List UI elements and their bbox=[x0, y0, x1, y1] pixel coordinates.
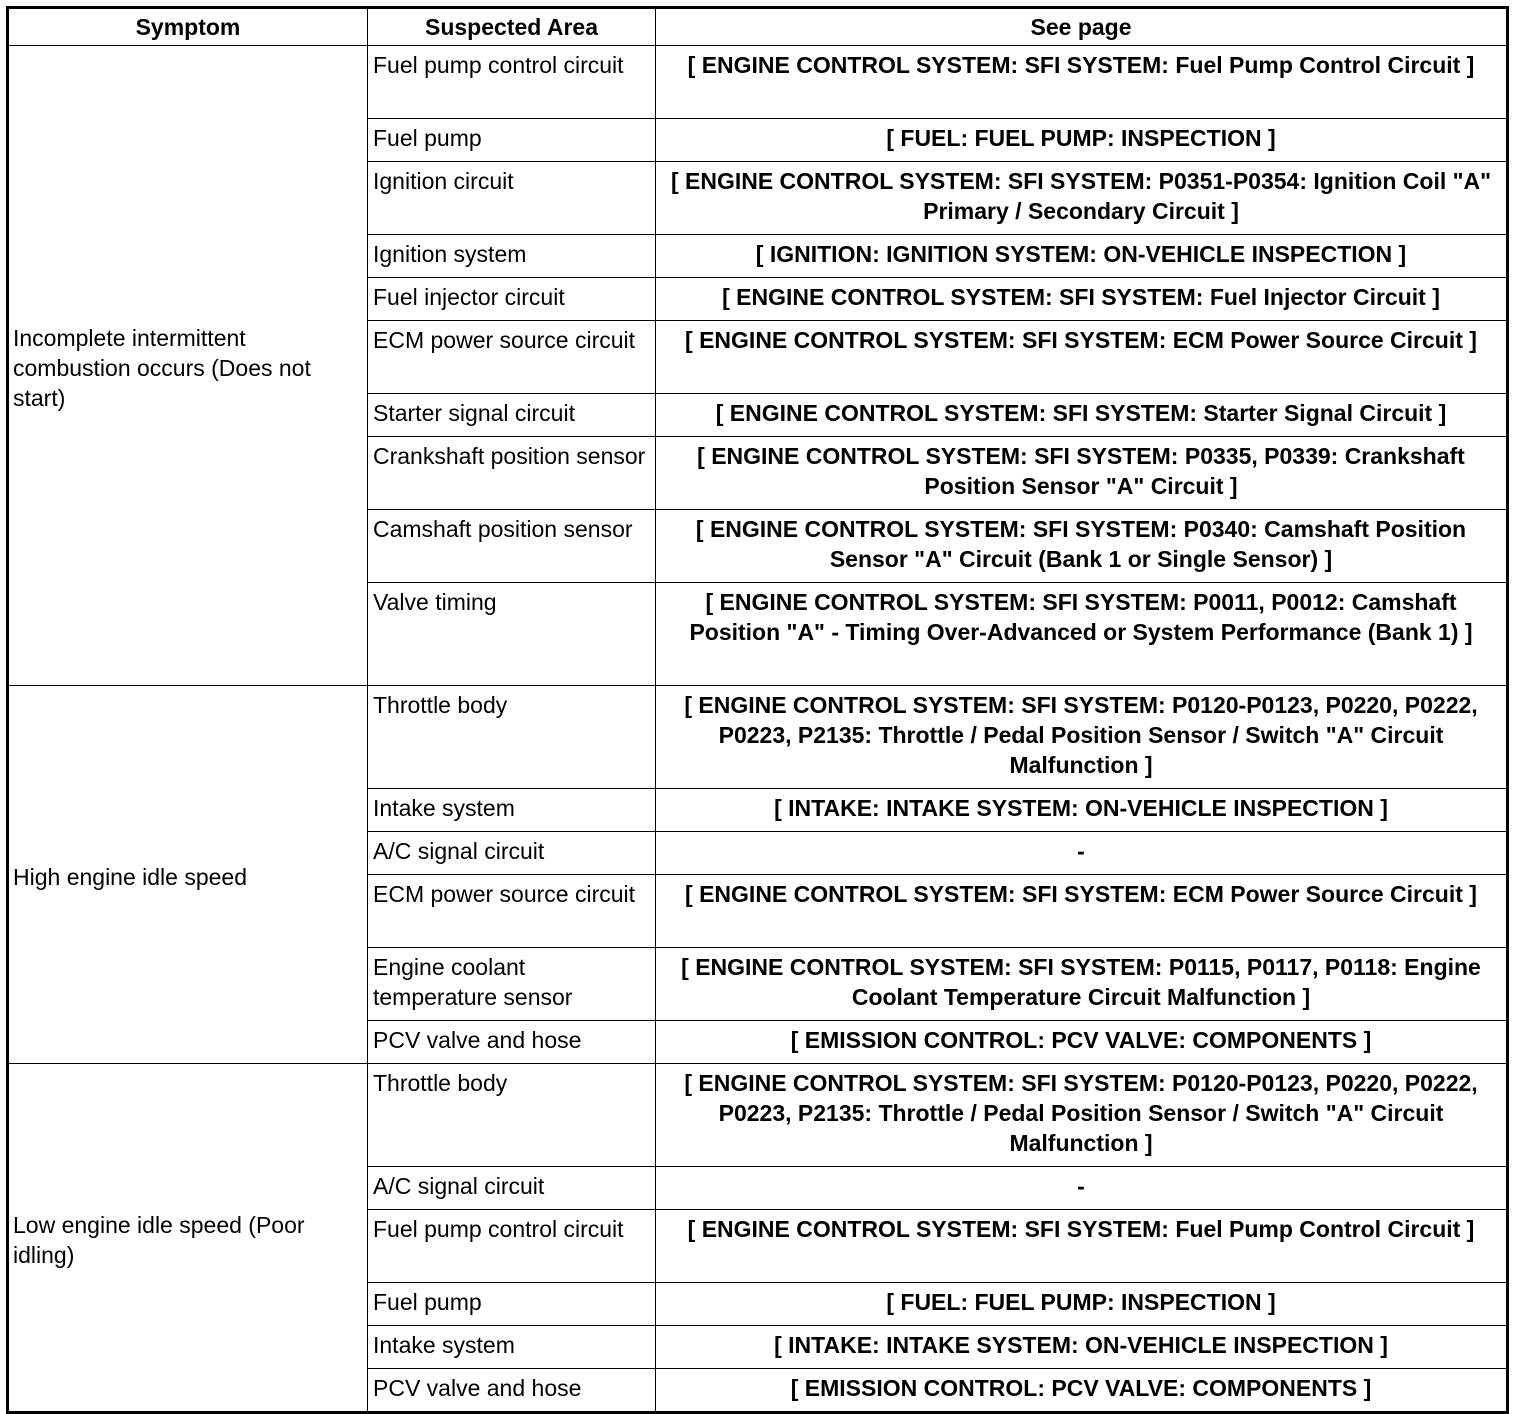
see-page-cell: [ ENGINE CONTROL SYSTEM: SFI SYSTEM: P0340: Camshaft Position Sensor "A" Circuit (Bank 1 or Single Sensor) ] bbox=[656, 510, 1508, 583]
table-row bbox=[8, 46, 1508, 119]
see-page-cell: [ ENGINE CONTROL SYSTEM: SFI SYSTEM: P0011, P0012: Camshaft Position "A" - Timing Over-Advanced or System Performance (Bank 1) ] bbox=[656, 583, 1508, 686]
header-symptom: Symptom bbox=[8, 8, 368, 46]
header-see-page: See page bbox=[656, 8, 1508, 46]
see-page-cell: [ ENGINE CONTROL SYSTEM: SFI SYSTEM: P0351-P0354: Ignition Coil "A" Primary / Secondary Circuit ] bbox=[656, 162, 1508, 235]
see-page-cell: [ ENGINE CONTROL SYSTEM: SFI SYSTEM: Fuel Injector Circuit ] bbox=[656, 278, 1508, 321]
header-suspected-area: Suspected Area bbox=[368, 8, 656, 46]
see-page-cell: [ INTAKE: INTAKE SYSTEM: ON-VEHICLE INSPECTION ] bbox=[656, 789, 1508, 832]
suspected-area-cell: PCV valve and hose bbox=[368, 1021, 656, 1064]
suspected-area-cell: A/C signal circuit bbox=[368, 1167, 656, 1210]
see-page-cell: [ ENGINE CONTROL SYSTEM: SFI SYSTEM: Fuel Pump Control Circuit ] bbox=[656, 1210, 1508, 1283]
see-page-cell: [ INTAKE: INTAKE SYSTEM: ON-VEHICLE INSPECTION ] bbox=[656, 1326, 1508, 1369]
see-page-cell: [ ENGINE CONTROL SYSTEM: SFI SYSTEM: P0120-P0123, P0220, P0222, P0223, P2135: Throttle / Pedal Position Sensor / Switch "A" Circuit Malfunction ] bbox=[656, 686, 1508, 789]
suspected-area-cell: ECM power source circuit bbox=[368, 321, 656, 394]
see-page-cell: [ IGNITION: IGNITION SYSTEM: ON-VEHICLE INSPECTION ] bbox=[656, 235, 1508, 278]
suspected-area-cell: Ignition circuit bbox=[368, 162, 656, 235]
see-page-cell: - bbox=[656, 1167, 1508, 1210]
suspected-area-cell: Fuel pump bbox=[368, 119, 656, 162]
suspected-area-cell: Throttle body bbox=[368, 1064, 656, 1167]
suspected-area-cell: Fuel pump bbox=[368, 1283, 656, 1326]
suspected-area-cell: ECM power source circuit bbox=[368, 875, 656, 948]
see-page-cell: [ ENGINE CONTROL SYSTEM: SFI SYSTEM: P0115, P0117, P0118: Engine Coolant Temperature Circuit Malfunction ] bbox=[656, 948, 1508, 1021]
see-page-cell: - bbox=[656, 832, 1508, 875]
troubleshooting-table bbox=[6, 6, 1509, 1414]
suspected-area-cell: Camshaft position sensor bbox=[368, 510, 656, 583]
see-page-cell: [ FUEL: FUEL PUMP: INSPECTION ] bbox=[656, 119, 1508, 162]
suspected-area-cell: A/C signal circuit bbox=[368, 832, 656, 875]
see-page-cell: [ ENGINE CONTROL SYSTEM: SFI SYSTEM: P0335, P0339: Crankshaft Position Sensor "A" Circuit ] bbox=[656, 437, 1508, 510]
table-row bbox=[8, 686, 1508, 789]
see-page-cell: [ EMISSION CONTROL: PCV VALVE: COMPONENTS ] bbox=[656, 1021, 1508, 1064]
suspected-area-cell: Throttle body bbox=[368, 686, 656, 789]
suspected-area-cell: Fuel pump control circuit bbox=[368, 1210, 656, 1283]
see-page-cell: [ ENGINE CONTROL SYSTEM: SFI SYSTEM: Starter Signal Circuit ] bbox=[656, 394, 1508, 437]
suspected-area-cell: Engine coolant temperature sensor bbox=[368, 948, 656, 1021]
suspected-area-cell: PCV valve and hose bbox=[368, 1369, 656, 1413]
see-page-cell: [ FUEL: FUEL PUMP: INSPECTION ] bbox=[656, 1283, 1508, 1326]
suspected-area-cell: Intake system bbox=[368, 789, 656, 832]
suspected-area-cell: Starter signal circuit bbox=[368, 394, 656, 437]
suspected-area-cell: Fuel pump control circuit bbox=[368, 46, 656, 119]
suspected-area-cell: Valve timing bbox=[368, 583, 656, 686]
suspected-area-cell: Intake system bbox=[368, 1326, 656, 1369]
see-page-cell: [ ENGINE CONTROL SYSTEM: SFI SYSTEM: ECM Power Source Circuit ] bbox=[656, 321, 1508, 394]
suspected-area-cell: Fuel injector circuit bbox=[368, 278, 656, 321]
see-page-cell: [ EMISSION CONTROL: PCV VALVE: COMPONENTS ] bbox=[656, 1369, 1508, 1413]
table-row bbox=[8, 1064, 1508, 1167]
symptom-cell: Low engine idle speed (Poor idling) bbox=[8, 1064, 368, 1413]
see-page-cell: [ ENGINE CONTROL SYSTEM: SFI SYSTEM: ECM Power Source Circuit ] bbox=[656, 875, 1508, 948]
see-page-cell: [ ENGINE CONTROL SYSTEM: SFI SYSTEM: P0120-P0123, P0220, P0222, P0223, P2135: Throttle / Pedal Position Sensor / Switch "A" Circuit Malfunction ] bbox=[656, 1064, 1508, 1167]
see-page-cell: [ ENGINE CONTROL SYSTEM: SFI SYSTEM: Fuel Pump Control Circuit ] bbox=[656, 46, 1508, 119]
symptom-cell: High engine idle speed bbox=[8, 686, 368, 1064]
header-row bbox=[8, 8, 1508, 46]
suspected-area-cell: Ignition system bbox=[368, 235, 656, 278]
symptom-cell: Incomplete intermittent combustion occurs (Does not start) bbox=[8, 46, 368, 686]
suspected-area-cell: Crankshaft position sensor bbox=[368, 437, 656, 510]
